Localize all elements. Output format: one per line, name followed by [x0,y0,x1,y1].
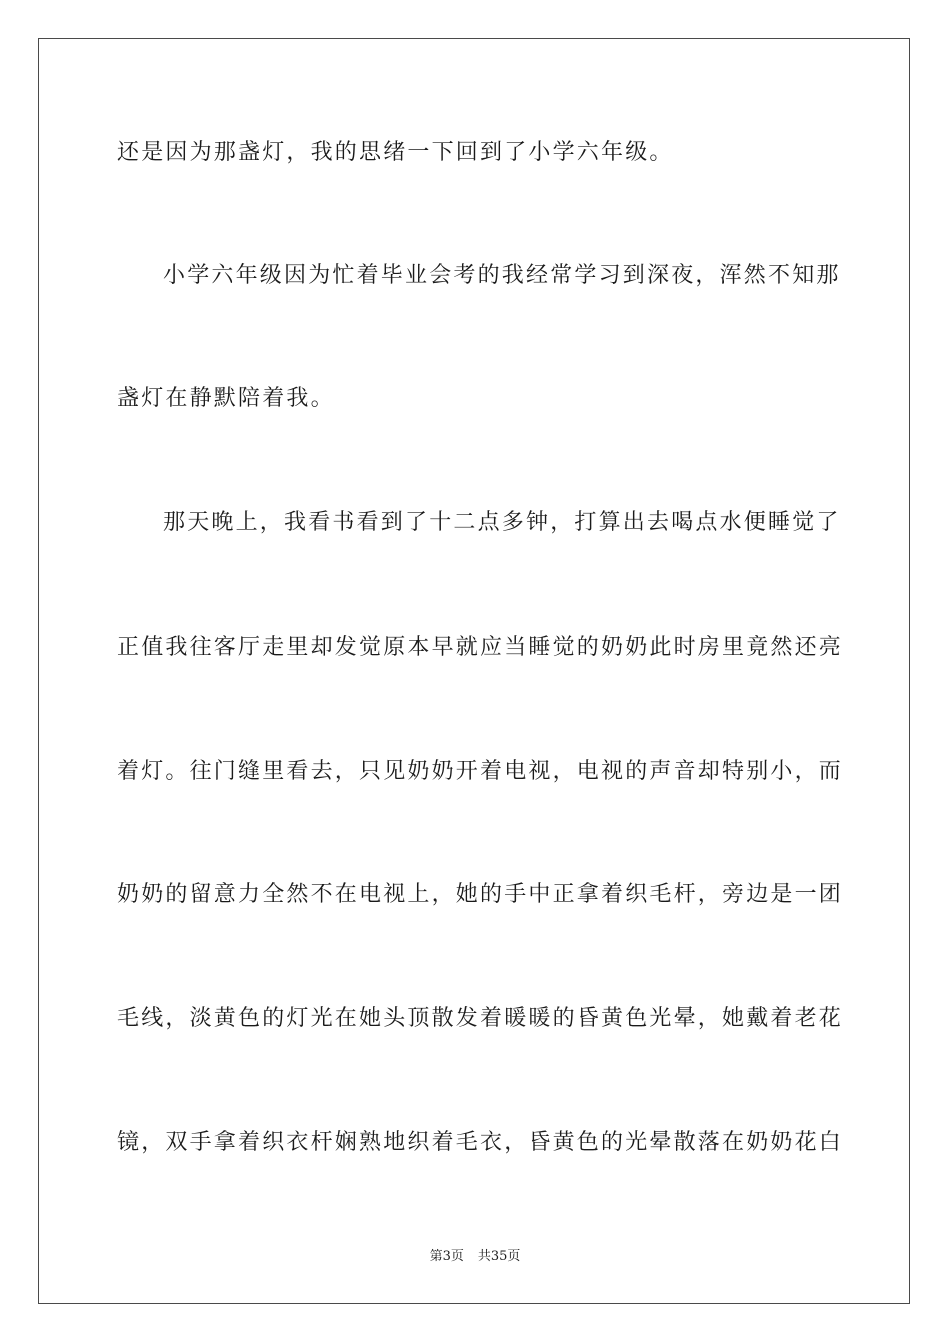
text-line-9: 镜，双手拿着织衣杆娴熟地织着毛衣，昏黄色的光晕散落在奶奶花白 [117,1130,844,1155]
text-line-1: 还是因为那盏灯，我的思绪一下回到了小学六年级。 [117,140,674,165]
text-line-8: 毛线，淡黄色的灯光在她头顶散发着暖暖的昏黄色光晕，她戴着老花 [117,1006,844,1031]
page-footer [0,1248,950,1266]
text-line-7: 奶奶的留意力全然不在电视上，她的手中正拿着织毛杆，旁边是一团 [117,882,844,907]
text-line-6: 着灯。往门缝里看去，只见奶奶开着电视，电视的声音却特别小，而 [117,759,844,784]
text-line-4: 那天晚上，我看书看到了十二点多钟，打算出去喝点水便睡觉了 [163,510,841,535]
page-number: 第3页 [429,1249,464,1264]
text-line-5: 正值我往客厅走里却发觉原本早就应当睡觉的奶奶此时房里竟然还亮 [117,635,844,660]
text-line-2: 小学六年级因为忙着毕业会考的我经常学习到深夜，浑然不知那 [163,263,841,288]
text-line-3: 盏灯在静默陪着我。 [117,386,335,411]
page-border [38,38,910,1304]
total-pages: 共35页 [477,1249,521,1264]
